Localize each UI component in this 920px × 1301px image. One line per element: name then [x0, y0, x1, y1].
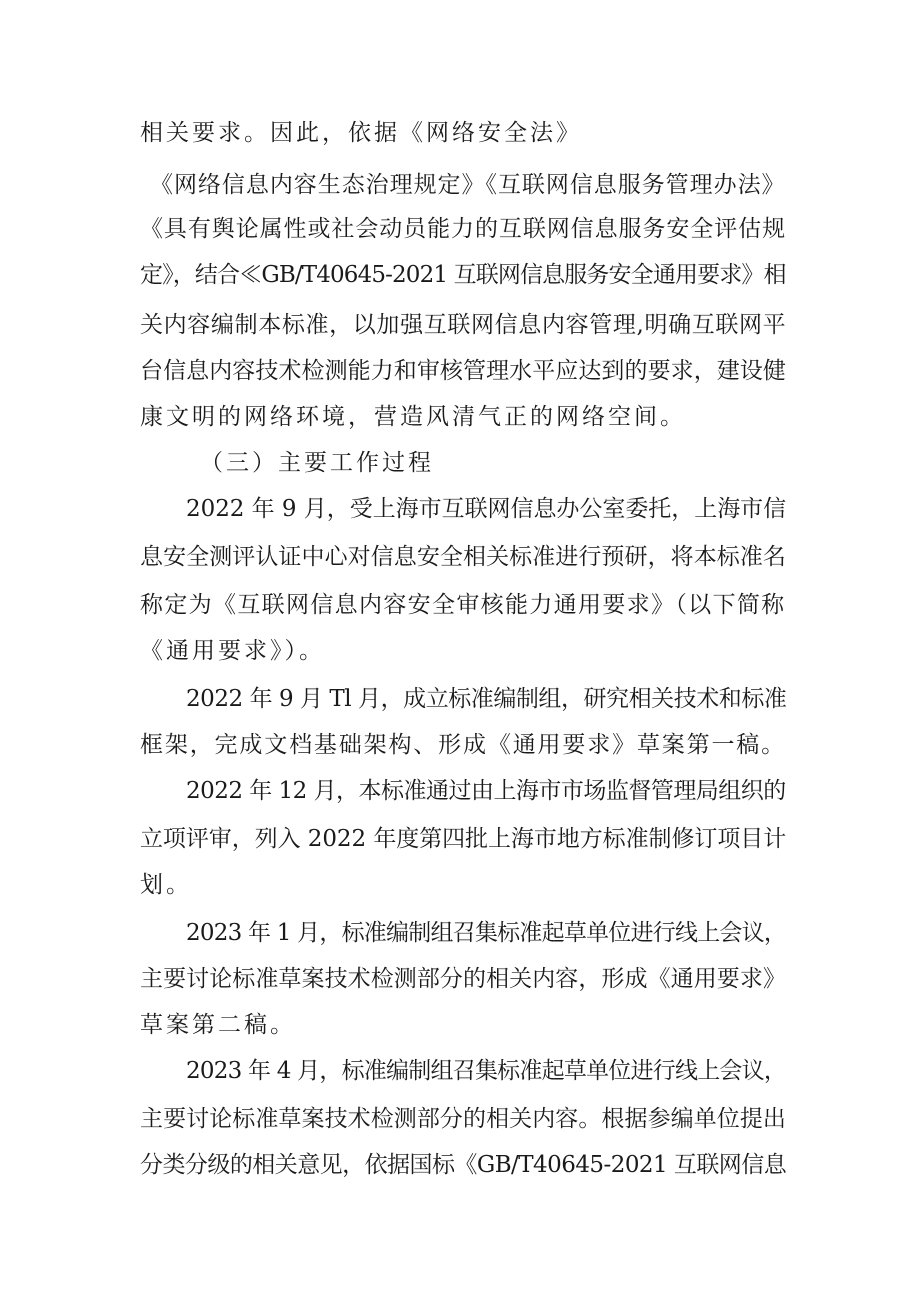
text-line: 划。 [140, 872, 192, 898]
text-line: 台信息内容技术检测能力和审核管理水平应达到的要求，建设健 [140, 358, 786, 384]
text-line: 息安全测评认证中心对信息安全相关标准进行预研，将本标准名 [140, 544, 786, 570]
text-line: 立项评审，列入 2022 年度第四批上海市地方标准制修订项目计 [140, 826, 787, 852]
text-line: 《具有舆论属性或社会动员能力的互联网信息服务安全评估规 [140, 216, 786, 242]
text-line: 草案第二稿。 [140, 1012, 296, 1038]
text-line: 2022 年 9 月，受上海市互联网信息办公室委托，上海市信 [186, 496, 787, 522]
text-line: 《网络信息内容生态治理规定》《互联网信息服务管理办法》 [150, 172, 786, 198]
text-line: 分类分级的相关意见，依据国标《GB/T40645-2021 互联网信息 [140, 1152, 787, 1178]
text-line: 2022 年 9 月 Tl 月，成立标准编制组，研究相关技术和标准 [186, 686, 787, 712]
text-line: 2023 年 4 月，标准编制组召集标准起草单位进行线上会议， [186, 1058, 787, 1084]
text-line: 关内容编制本标准，以加强互联网信息内容管理,明确互联网平 [140, 312, 787, 338]
text-line: 《通用要求》）。 [140, 638, 325, 664]
text-line: 主要讨论标准草案技术检测部分的相关内容。根据参编单位提出 [140, 1106, 786, 1132]
text-line: 主要讨论标准草案技术检测部分的相关内容，形成《通用要求》 [140, 966, 786, 992]
text-line: 定》，结合≪GB/T40645-2021 互联网信息服务安全通用要求》相 [140, 262, 786, 288]
text-line: 康文明的网络环境，营造风清气正的网络空间。 [140, 404, 686, 430]
text-line: 2022 年 12 月，本标准通过由上海市市场监督管理局组织的 [186, 778, 786, 804]
text-line: 相关要求。因此，依据《网络安全法》 [140, 120, 582, 146]
text-line: 2023 年 1 月，标准编制组召集标准起草单位进行线上会议， [186, 920, 787, 946]
text-line: 框架，完成文档基础架构、形成《通用要求》草案第一稿。 [140, 732, 786, 758]
section-heading: （三）主要工作过程 [200, 450, 434, 476]
text-line: 称定为《互联网信息内容安全审核能力通用要求》（以下简称 [140, 592, 786, 618]
